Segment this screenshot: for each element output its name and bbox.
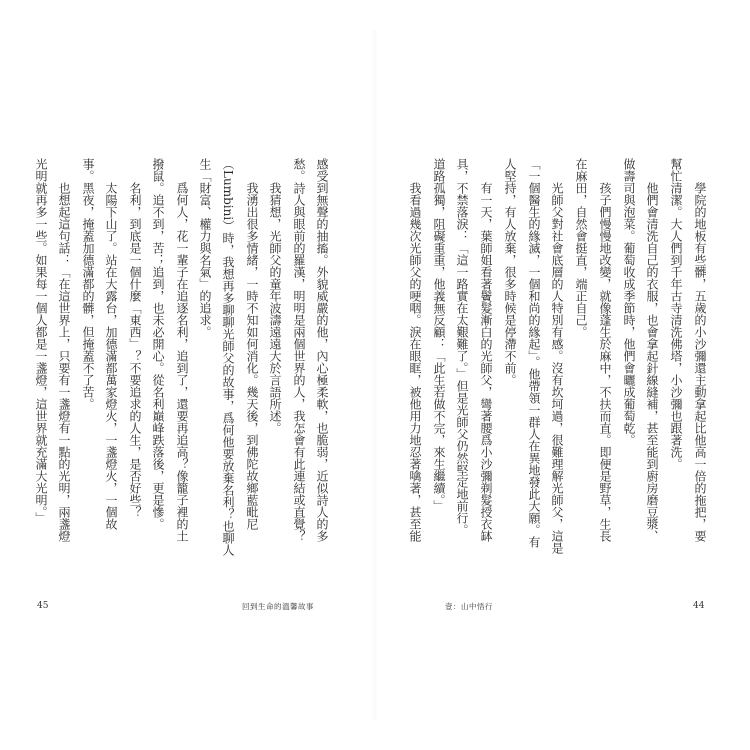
text-column: 光師父對社會底層的人特別有感。沒有坎坷過，很難理解光師父，這是 [550, 182, 564, 554]
text-column: 我猜想，光師父的童年波濤遠遠大於言語所述。 [268, 182, 282, 434]
page-number: 45 [37, 601, 49, 611]
text-column: 有一天，葉師姐看著鬢髮漸白的光師父，彎著腰爲小沙彌剃髮授衣缽 [479, 182, 493, 542]
text-column: 事。黑夜，掩蓋加德滿都的髒，但掩蓋不了苦。 [81, 158, 95, 410]
text-column: 光明就再多一些。如果每一個人都是一盞燈，這世界就充滿大光明。」 [34, 158, 48, 524]
text-column: 具，不禁落淚：「這一路實在太艱難了。」但是光師父仍然堅定地前行。 [455, 158, 469, 536]
text-column: 愁。詩人與眼前的羅漢，明明是兩個世界的人，我怎會有此連結或直覺？ [292, 158, 306, 542]
text-column: 學院的地板有些髒，五歲的小沙彌還主動拿起比他高一倍的拖把，要 [693, 182, 707, 542]
page-number: 44 [693, 601, 705, 611]
text-column: 在麻田，自然會挺直，端正自己。 [574, 158, 588, 338]
text-column: 人堅持，有人放棄，很多時候是停滯不前。 [503, 158, 517, 386]
running-head: 回到生命的溫馨故事 [242, 602, 314, 611]
text-column: 孩子們慢慢地改變，就像蓬生於麻中，不扶而直。即便是野草，生長 [598, 182, 612, 542]
text-column: 我看過幾次光師父的哽咽。淚在眼眶，被他用力地忍著噙著，甚至能 [408, 182, 422, 542]
text-column: 也想起這句話：「在這世界上，只要有一盞燈有一點的光明，兩盞燈 [57, 182, 71, 542]
text-column: 撥鼠。追不到，苦；追到，也未必開心。從名利巔峰跌落後，更是慘。 [151, 158, 165, 530]
text-column: 道路孤獨，阻礙重重，他義無反顧：「此生若做不完，來生繼續。」 [432, 158, 446, 512]
text-column: 太陽下山了。站在大露台，加德滿都萬家燈火，一盞燈火，一個故 [104, 182, 118, 530]
text-column: 爲何人，花一輩子在追逐名利，追到了，還要再追高？像籠子裡的土 [175, 182, 189, 542]
text-column: 幫忙清潔。大人們到千年古寺清洗佛塔，小沙彌也跟著洗。 [669, 158, 683, 470]
text-column: 做壽司與泡菜。葡萄收成季節時，他們會曬成葡萄乾。 [622, 158, 636, 446]
text-column: 生「財富、權力與名氣」的追求。 [198, 158, 212, 338]
text-column: 我湧出很多情緒，一時不知如何消化。幾天後，到佛陀故鄉藍毗尼 [245, 182, 259, 530]
running-head: 壹：山中悟行 [445, 602, 493, 611]
text-column: （Lumbini）時，我想再多聊聊光師父的故事，爲何他要放棄名利？也聊人 [221, 158, 235, 557]
text-column: 「一個醫生的緣滅，一個和尚的緣起」。他帶領一群人在異地發此大願。有 [527, 158, 541, 548]
text-column: 他們會清洗自己的衣服，也會拿起針線縫補，甚至能到廚房磨豆漿、 [645, 182, 659, 542]
text-column: 名利，到底是一個什麼「東西」？不要追求的人生，是否好些？ [128, 182, 142, 518]
right-page [375, 0, 750, 750]
text-column: 感受到無聲的抽搐。外貌威嚴的他，內心極柔軟，也脆弱，近似詩人的多 [315, 158, 329, 542]
